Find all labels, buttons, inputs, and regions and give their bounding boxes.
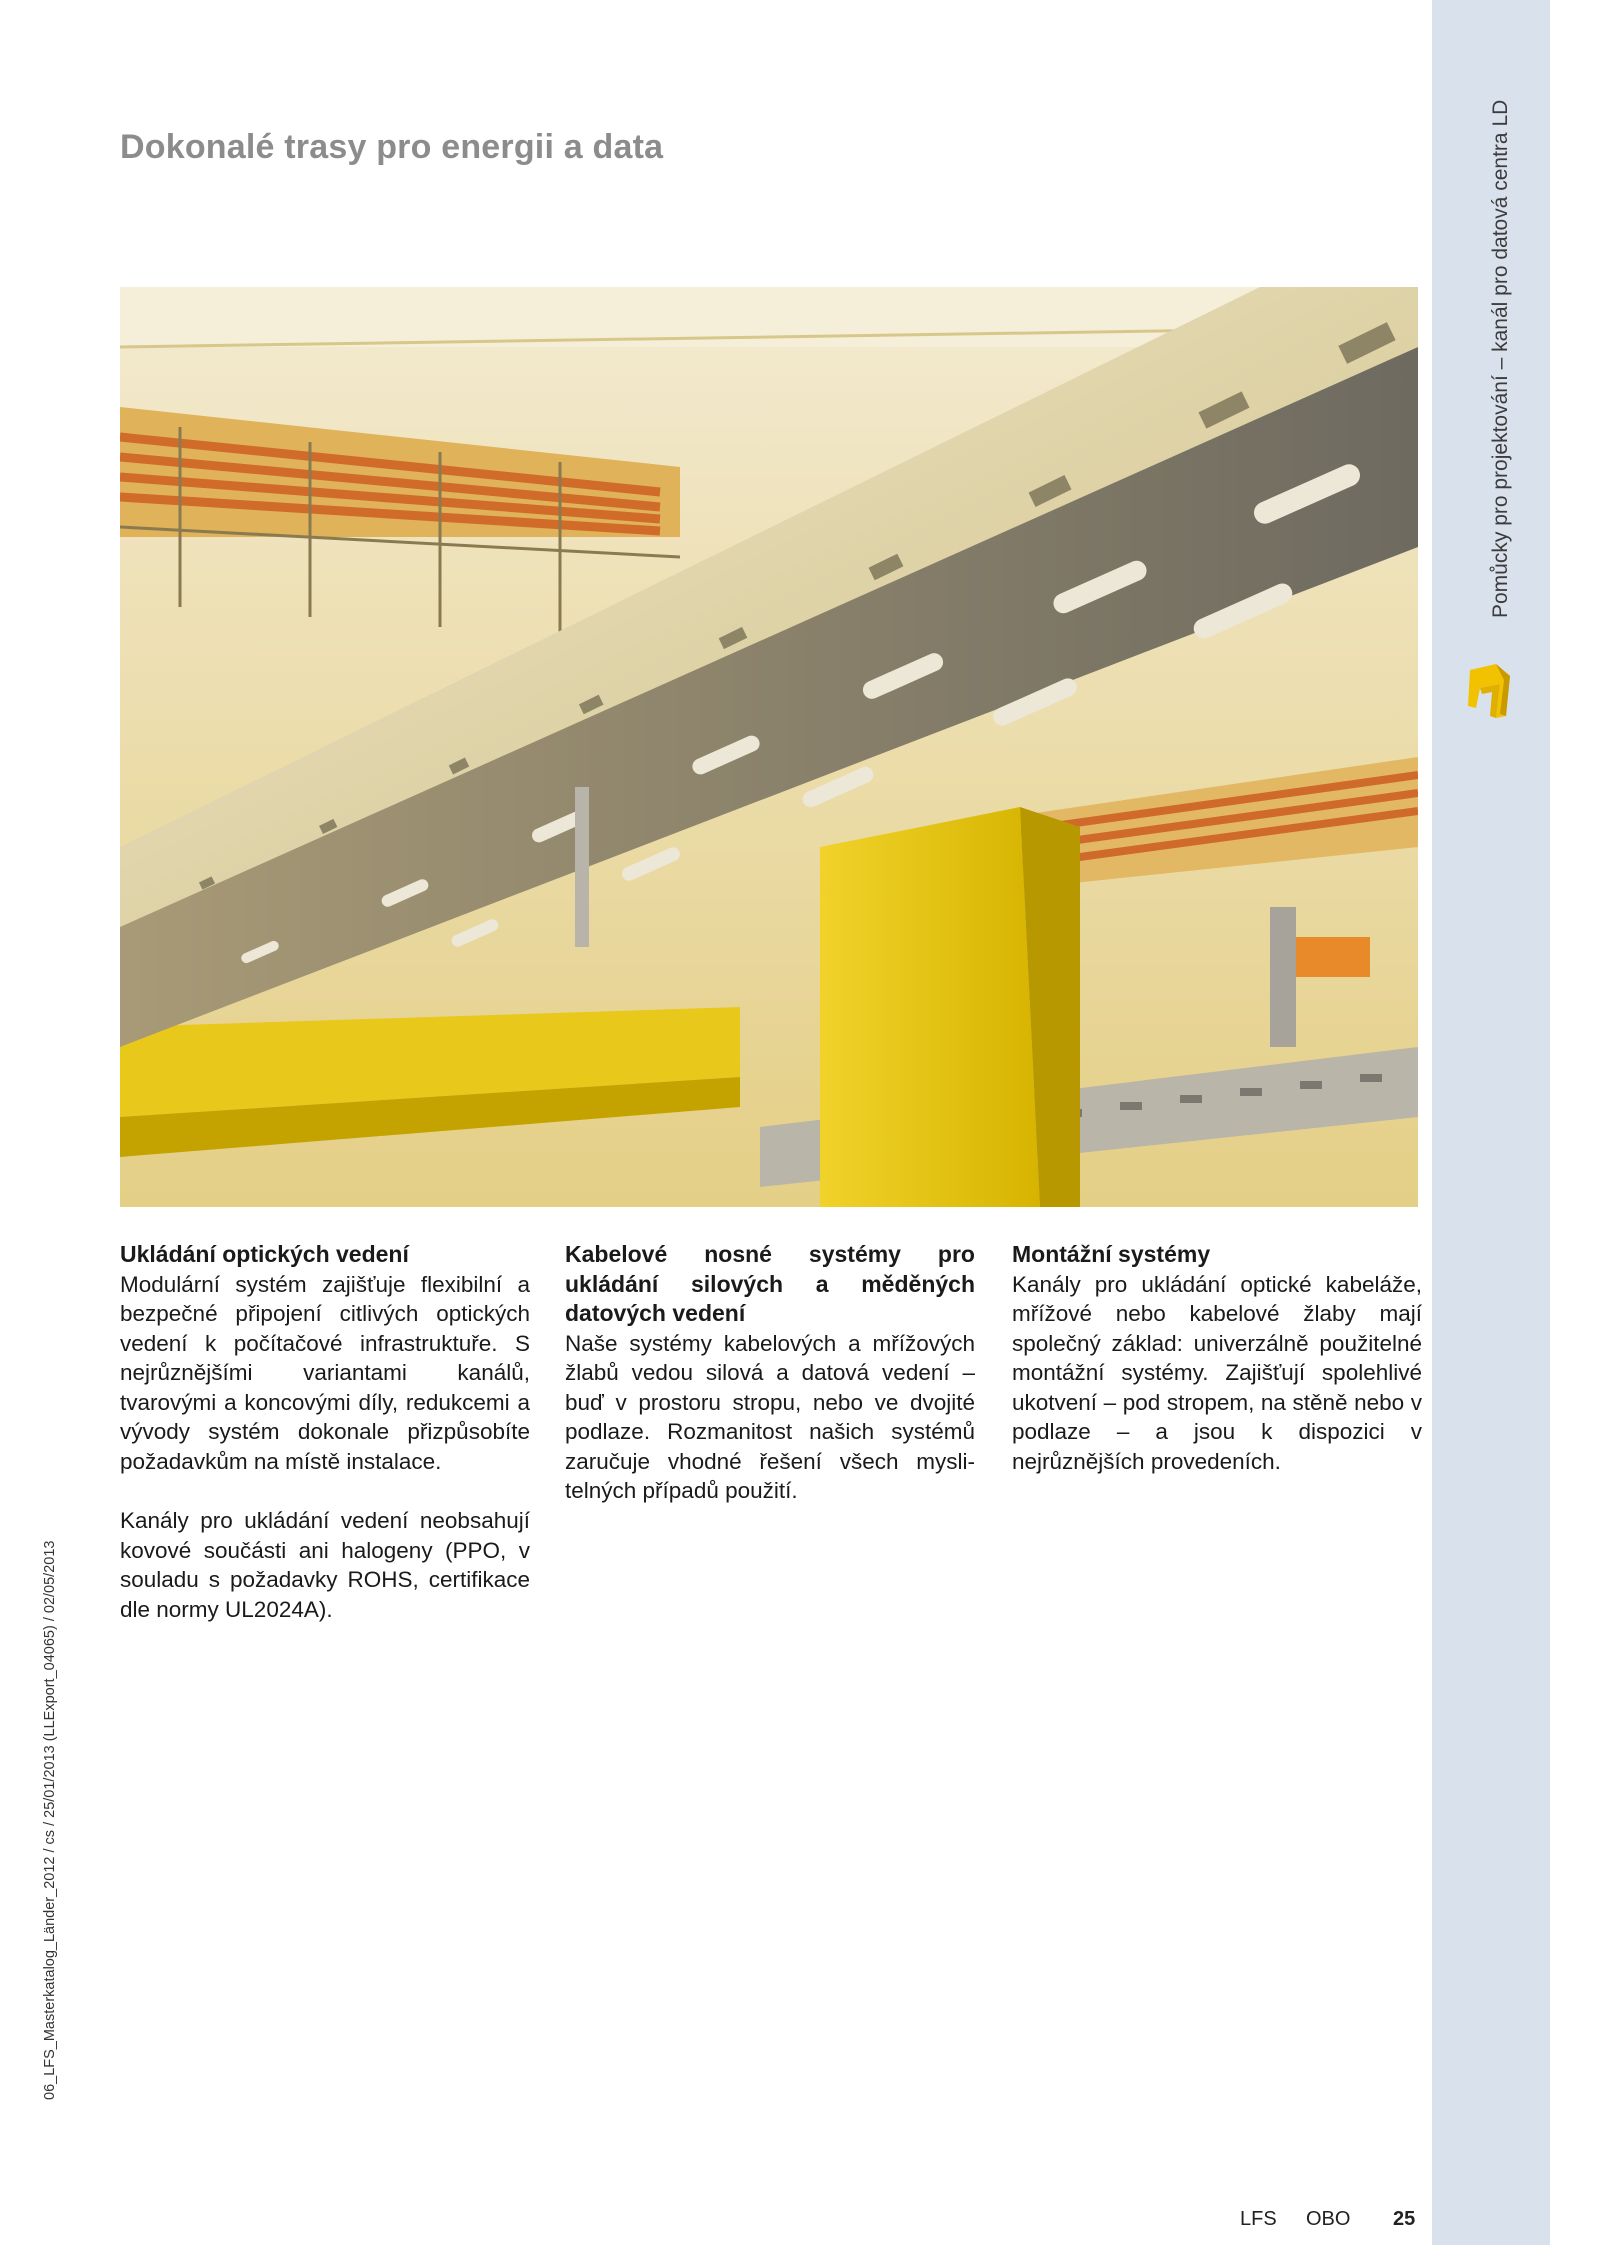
page-title: Dokonalé trasy pro energii a data xyxy=(120,128,664,166)
print-code: 06_LFS_Masterkatalog_Länder_2012 / cs / 25/01/2013 (LLExport_04065) / 02/05/2013 xyxy=(42,1540,58,2100)
footer-brand-obo: OBO xyxy=(1306,2208,1351,2230)
column-heading: Kabelové nosné systémy pro ukládání silových a měděných datových vedení xyxy=(565,1241,975,1326)
column-paragraph: Kanály pro ukládání vedení neobsahují kovové součásti ani halogeny (PPO, v souladu s požadavky ROHS, certifikace dle normy UL2024A). xyxy=(120,1508,530,1622)
column-paragraph: Modulární systém zajišťuje flexibilní a bezpečné připojení citlivých optických vedení k počítačové infrastruktuře. S nejrůznějšími variantami kanálů, tvarovými a koncovými díly, redukcemi a vývody systém dokonale přizpůsobíte požadavkům na místě instalace. xyxy=(120,1271,530,1474)
cable-tray-photo xyxy=(120,287,1418,1207)
column-paragraph: Naše systémy kabelových a mřížových žlabů vedou silová a datová vedení – buď v prostoru stropu, nebo ve dvojité podlaze. Rozmanitost našich systémů zaručuje vhodné řešení všech myslitelných případů použití. xyxy=(565,1330,975,1503)
footer-brand-lfs: LFS xyxy=(1240,2208,1277,2230)
column-paragraph: Kanály pro ukládání optické kabeláže, mřížové nebo kabelové žlaby mají společný základ: univerzálně použitelné montážní systémy. Zajišťují spolehlivé ukotvení – pod stropem, na stěně nebo v podlaze – a jsou k dispozici v nejrůznějších provedeních. xyxy=(1012,1271,1422,1474)
column-optical-routing xyxy=(120,1240,530,1624)
page-number: 25 xyxy=(1393,2208,1416,2230)
column-heading: Montážní systémy xyxy=(1012,1241,1211,1267)
column-mounting-systems xyxy=(1012,1240,1422,1476)
column-heading: Ukládání optických vedení xyxy=(120,1241,409,1267)
side-section-title: Pomůcky pro projektování – kanál pro datová centra LD xyxy=(1489,99,1512,618)
column-cable-support-systems xyxy=(565,1240,975,1506)
channel-marker-icon xyxy=(1466,662,1512,720)
